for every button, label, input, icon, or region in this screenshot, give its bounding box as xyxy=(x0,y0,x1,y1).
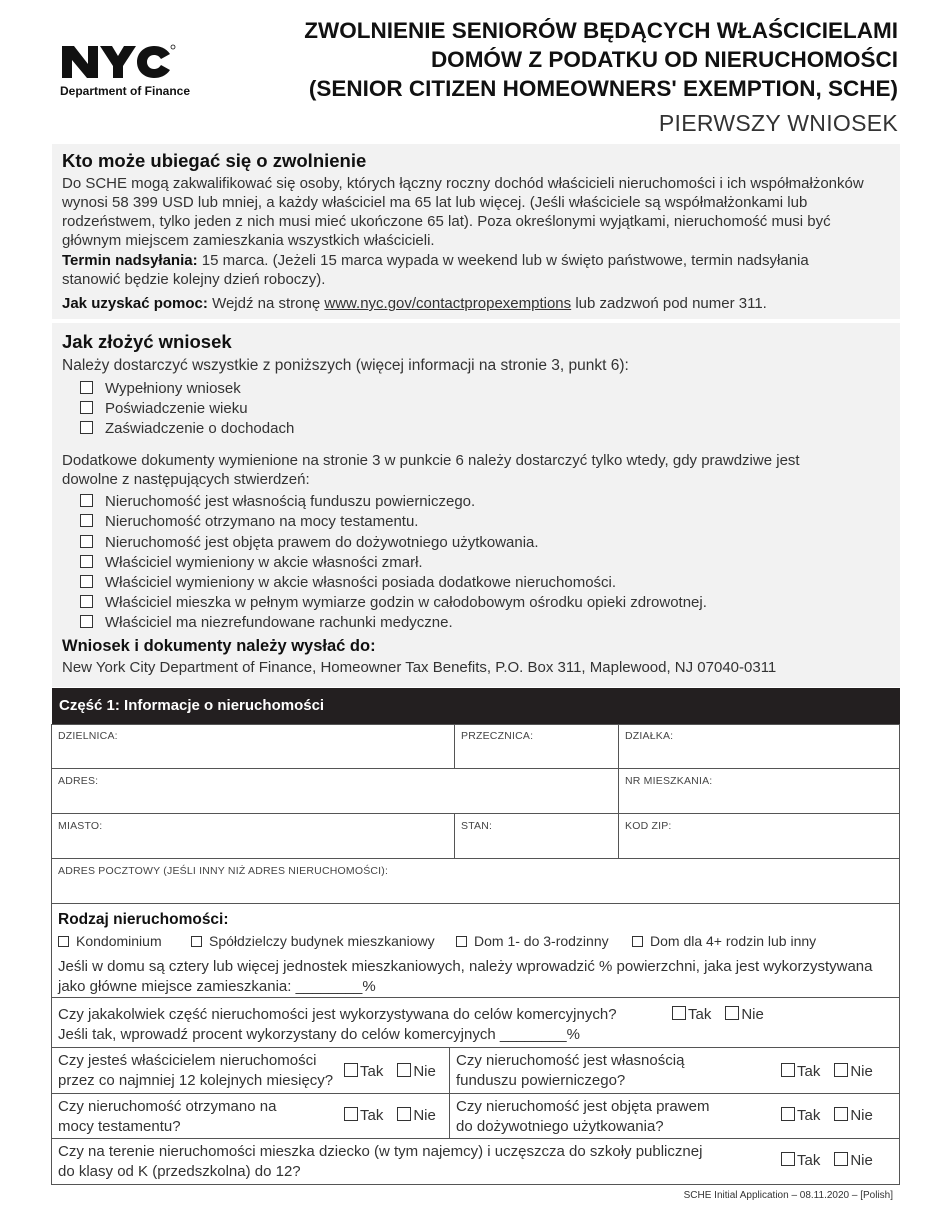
checkbox[interactable] xyxy=(191,936,202,947)
col-divider xyxy=(618,724,619,769)
checkbox[interactable] xyxy=(80,381,93,394)
row-divider xyxy=(51,997,900,998)
checkbox[interactable] xyxy=(80,615,93,628)
property-type-option xyxy=(191,933,435,949)
condition-item xyxy=(80,593,707,613)
address-field[interactable]: ADRES: xyxy=(58,775,99,787)
no-checkbox[interactable] xyxy=(397,1107,411,1121)
row-divider xyxy=(51,813,900,814)
condition-item xyxy=(80,553,423,573)
text-line: Czy na terenie nieruchomości mieszka dziecko (w tym najemcy) i uczęszcza do szkoły publicznej xyxy=(58,1143,703,1160)
checkbox[interactable] xyxy=(80,535,93,548)
yes-checkbox[interactable] xyxy=(344,1063,358,1077)
text-line: Czy nieruchomość otrzymano na xyxy=(58,1098,277,1115)
no-label: Nie xyxy=(850,1152,873,1169)
life-estate-yes-no xyxy=(781,1107,873,1124)
required-intro: Należy dostarczyć wszystkie z poniższych (więcej informacji na stronie 3, punkt 6): xyxy=(62,357,629,374)
apt-field[interactable]: NR MIESZKANIA: xyxy=(625,775,713,787)
fourplus-question xyxy=(58,957,896,997)
state-field[interactable]: STAN: xyxy=(461,820,493,832)
checkbox[interactable] xyxy=(80,421,93,434)
yes-checkbox[interactable] xyxy=(672,1006,686,1020)
required-item xyxy=(80,379,241,399)
will-yes-no xyxy=(344,1107,436,1124)
checkbox[interactable] xyxy=(80,555,93,568)
property-type-label: Dom dla 4+ rodzin lub inny xyxy=(650,933,817,949)
text-line: funduszu powierniczego? xyxy=(456,1072,626,1089)
owner-12-yes-no xyxy=(344,1063,436,1080)
title-line: ZWOLNIENIE SENIORÓW BĘDĄCYCH WŁAŚCICIELAMI xyxy=(304,18,898,43)
property-type-option xyxy=(456,933,609,949)
condition-label: Nieruchomość jest własnością funduszu powierniczego. xyxy=(105,493,476,510)
help-link[interactable]: www.nyc.gov/contactpropexemptions xyxy=(324,295,572,312)
no-label: Nie xyxy=(850,1107,873,1124)
send-heading: Wniosek i dokumenty należy wysłać do: xyxy=(62,637,376,655)
row-divider xyxy=(51,858,900,859)
text-line: dowolne z następujących stwierdzeń: xyxy=(62,471,310,488)
eligibility-heading: Kto może ubiegać się o zwolnienie xyxy=(62,150,367,171)
no-label: Nie xyxy=(413,1107,436,1124)
deadline-value: 15 marca. (Jeżeli 15 marca wypada w weekend lub w święto państwowe, termin nadsyłania xyxy=(197,252,809,269)
col-divider xyxy=(449,1047,450,1138)
help-text-part: Wejdź na stronę xyxy=(207,295,325,312)
yes-checkbox[interactable] xyxy=(344,1107,358,1121)
additional-intro xyxy=(62,451,892,489)
required-item-label: Wypełniony wniosek xyxy=(105,380,241,397)
text-line: Dodatkowe dokumenty wymienione na stronie 3 w punkcie 6 należy dostarczyć tylko wtedy, gdy prawdziwe jest xyxy=(62,452,800,469)
checkbox[interactable] xyxy=(80,595,93,608)
owner-12-months-question xyxy=(58,1051,333,1091)
yes-label: Tak xyxy=(360,1107,384,1124)
property-type-option xyxy=(58,933,162,949)
required-item-label: Zaświadczenie o dochodach xyxy=(105,420,295,437)
text-line: Czy jakakolwiek część nieruchomości jest wykorzystywana do celów komercyjnych? xyxy=(58,1006,617,1023)
checkbox[interactable] xyxy=(80,514,93,527)
required-item xyxy=(80,419,294,439)
condition-label: Właściciel mieszka w pełnym wymiarze godzin w całodobowym ośrodku opieki zdrowotnej. xyxy=(105,594,707,611)
no-checkbox[interactable] xyxy=(834,1107,848,1121)
property-type-label: Kondominium xyxy=(76,933,162,949)
property-type-label: Dom 1- do 3-rodzinny xyxy=(474,933,609,949)
no-label: Nie xyxy=(741,1006,764,1023)
checkbox[interactable] xyxy=(80,401,93,414)
checkbox[interactable] xyxy=(80,575,93,588)
send-address: New York City Department of Finance, Homeowner Tax Benefits, P.O. Box 311, Maplewood, NJ 07040-0311 xyxy=(62,659,777,676)
row-divider xyxy=(51,1093,900,1094)
row-divider xyxy=(51,1138,900,1139)
yes-label: Tak xyxy=(688,1006,712,1023)
text-line: do dożywotniego użytkowania? xyxy=(456,1118,664,1135)
child-school-question xyxy=(58,1142,702,1182)
text-line: Czy nieruchomość jest objęta prawem xyxy=(456,1098,710,1115)
text-line: Do SCHE mogą zakwalifikować się osoby, których łączny roczny dochód właścicieli nieruchomości i ich współmałżonków xyxy=(62,175,864,192)
form-subtitle: PIERWSZY WNIOSEK xyxy=(658,110,898,136)
col-divider xyxy=(454,813,455,858)
title-line: DOMÓW Z PODATKU OD NIERUCHOMOŚCI xyxy=(430,47,898,72)
condition-label: Właściciel wymieniony w akcie własności zmarł. xyxy=(105,554,423,571)
text-line: Czy jesteś właścicielem nieruchomości xyxy=(58,1052,317,1069)
trust-question xyxy=(456,1051,684,1091)
no-checkbox[interactable] xyxy=(834,1063,848,1077)
lot-field[interactable]: DZIAŁKA: xyxy=(625,730,674,742)
part1-header: Część 1: Informacje o nieruchomości xyxy=(52,688,900,724)
condition-item xyxy=(80,512,418,532)
deadline-value-2: stanowić będzie kolejny dzień roboczy). xyxy=(62,271,326,288)
deadline-text xyxy=(62,251,892,289)
trust-yes-no xyxy=(781,1063,873,1080)
text-line: wynosi 58 399 USD lub mniej, a każdy właściciel ma 65 lat lub więcej. (Jeśli właściciele są współmałżonkami lub xyxy=(62,194,808,211)
text-line: Jeśli tak, wprowadź procent wykorzystany do celów komercyjnych ________% xyxy=(58,1026,580,1043)
block-field[interactable]: PRZECZNICA: xyxy=(461,730,534,742)
text-line: mocy testamentu? xyxy=(58,1118,181,1135)
yes-checkbox[interactable] xyxy=(781,1063,795,1077)
text-line: jako główne miejsce zamieszkania: ________% xyxy=(58,978,376,995)
checkbox[interactable] xyxy=(58,936,69,947)
checkbox[interactable] xyxy=(456,936,467,947)
no-checkbox[interactable] xyxy=(397,1063,411,1077)
condition-item xyxy=(80,492,475,512)
no-label: Nie xyxy=(850,1063,873,1080)
yes-checkbox[interactable] xyxy=(781,1107,795,1121)
how-to-apply-heading: Jak złożyć wniosek xyxy=(62,331,232,352)
text-line: rodzeństwem, tylko jeden z nich musi mieć ukończone 65 lat). Poza określonymi wyjątkami, nieruchomość musi być xyxy=(62,213,831,230)
footer-text: SCHE Initial Application – 08.11.2020 – [Polish] xyxy=(683,1190,893,1201)
text-line: Jeśli w domu są cztery lub więcej jednostek mieszkaniowych, należy wprowadzić % powierzchni, jaka jest wykorzystywana xyxy=(58,958,873,975)
eligibility-text xyxy=(62,174,892,250)
row-divider xyxy=(51,1047,900,1048)
property-type-label: Spółdzielczy budynek mieszkaniowy xyxy=(209,933,435,949)
text-line: przez co najmniej 12 kolejnych miesięcy? xyxy=(58,1072,334,1089)
condition-label: Nieruchomość otrzymano na mocy testamentu. xyxy=(105,513,419,530)
condition-item xyxy=(80,573,616,593)
row-divider xyxy=(51,903,900,904)
deadline-label: Termin nadsyłania: xyxy=(62,252,198,269)
yes-label: Tak xyxy=(797,1107,821,1124)
form-title xyxy=(178,16,898,103)
col-divider xyxy=(618,813,619,858)
zip-field[interactable]: KOD ZIP: xyxy=(625,820,672,832)
checkbox[interactable] xyxy=(80,494,93,507)
yes-label: Tak xyxy=(797,1152,821,1169)
life-estate-question xyxy=(456,1097,709,1137)
required-item-label: Poświadczenie wieku xyxy=(105,400,248,417)
yes-checkbox[interactable] xyxy=(781,1152,795,1166)
child-school-yes-no xyxy=(781,1152,873,1169)
text-line: Czy nieruchomość jest własnością xyxy=(456,1052,685,1069)
mailing-address-field[interactable]: ADRES POCZTOWY (JEŚLI INNY NIŻ ADRES NIERUCHOMOŚCI): xyxy=(58,865,389,877)
required-item xyxy=(80,399,248,419)
checkbox[interactable] xyxy=(632,936,643,947)
commercial-yes-no xyxy=(672,1006,764,1023)
text-line: do klasy od K (przedszkolna) do 12? xyxy=(58,1163,301,1180)
help-text xyxy=(62,294,892,313)
help-text-part-2: lub zadzwoń pod numer 311. xyxy=(571,295,767,312)
row-divider xyxy=(51,768,900,769)
commercial-question xyxy=(58,1005,617,1045)
borough-field[interactable]: DZIELNICA: xyxy=(58,730,118,742)
condition-label: Właściciel wymieniony w akcie własności posiada dodatkowe nieruchomości. xyxy=(105,574,617,591)
will-question xyxy=(58,1097,276,1137)
col-divider xyxy=(454,724,455,769)
property-type-option xyxy=(632,933,816,949)
property-type-heading: Rodzaj nieruchomości: xyxy=(58,911,229,928)
department-name: Department of Finance xyxy=(60,84,191,98)
condition-item xyxy=(80,533,539,553)
no-label: Nie xyxy=(413,1063,436,1080)
yes-label: Tak xyxy=(797,1063,821,1080)
no-checkbox[interactable] xyxy=(834,1152,848,1166)
text-line: głównym miejscem zamieszkania wszystkich właścicieli. xyxy=(62,232,435,249)
help-label: Jak uzyskać pomoc: xyxy=(62,295,208,312)
city-field[interactable]: MIASTO: xyxy=(58,820,103,832)
condition-label: Nieruchomość jest objęta prawem do dożywotniego użytkowania. xyxy=(105,534,539,551)
col-divider xyxy=(618,768,619,813)
condition-item xyxy=(80,613,453,633)
condition-label: Właściciel ma niezrefundowane rachunki medyczne. xyxy=(105,614,453,631)
title-line: (SENIOR CITIZEN HOMEOWNERS' EXEMPTION, SCHE) xyxy=(308,76,898,101)
yes-label: Tak xyxy=(360,1063,384,1080)
no-checkbox[interactable] xyxy=(725,1006,739,1020)
